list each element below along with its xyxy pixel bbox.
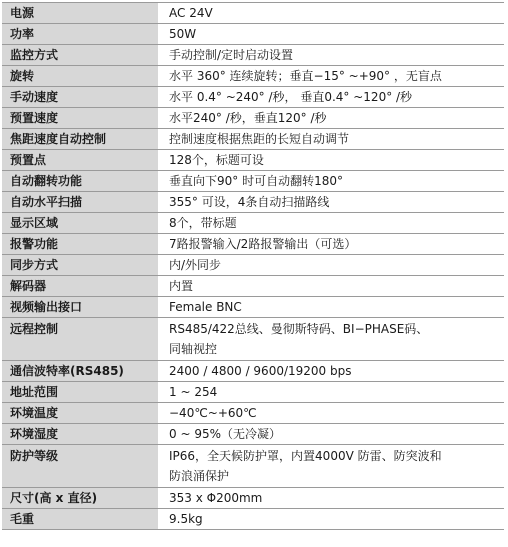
- spec-value: 353 x Φ200mm: [158, 488, 504, 509]
- spec-row-decoder: [2, 276, 504, 297]
- spec-value-line-1: IP66，全天候防护罩，内置4000V 防雷、防突波和: [169, 449, 442, 463]
- spec-row-preset-speed: [2, 108, 504, 129]
- spec-label: 报警功能: [2, 234, 158, 255]
- spec-row-auto-scan: [2, 192, 504, 213]
- spec-value: [158, 445, 504, 488]
- spec-table: [2, 2, 504, 530]
- spec-label: 同步方式: [2, 255, 158, 276]
- spec-value: 128个，标题可设: [158, 150, 504, 171]
- spec-value: 水平 360° 连续旋转；垂直−15° ~+90° ，无盲点: [158, 66, 504, 87]
- spec-row-rotation: [2, 66, 504, 87]
- spec-value: AC 24V: [158, 3, 504, 24]
- spec-row-sync: [2, 255, 504, 276]
- spec-label: 监控方式: [2, 45, 158, 66]
- spec-label: 旋转: [2, 66, 158, 87]
- spec-label: 解码器: [2, 276, 158, 297]
- spec-value: 355° 可设，4条自动扫描路线: [158, 192, 504, 213]
- spec-value: 内置: [158, 276, 504, 297]
- spec-value: 8个，带标题: [158, 213, 504, 234]
- spec-row-humidity: [2, 424, 504, 445]
- spec-value: 2400 / 4800 / 9600/19200 bps: [158, 361, 504, 382]
- spec-label: 远程控制: [2, 318, 158, 361]
- spec-value: Female BNC: [158, 297, 504, 318]
- spec-value: 水平240° /秒，垂直120° /秒: [158, 108, 504, 129]
- spec-label: 地址范围: [2, 382, 158, 403]
- spec-label: 电源: [2, 3, 158, 24]
- spec-label: 预置速度: [2, 108, 158, 129]
- spec-row-baud-rate: [2, 361, 504, 382]
- spec-label: 毛重: [2, 509, 158, 530]
- spec-row-monitor-mode: [2, 45, 504, 66]
- spec-value-line-1: RS485/422总线、曼彻斯特码、BI−PHASE码、: [169, 322, 429, 336]
- spec-row-focal-speed-control: [2, 129, 504, 150]
- spec-label: 环境温度: [2, 403, 158, 424]
- spec-value: 垂直向下90° 时可自动翻转180°: [158, 171, 504, 192]
- spec-value: 内/外同步: [158, 255, 504, 276]
- spec-row-remote-control: [2, 318, 504, 361]
- spec-value: 0 ~ 95%（无冷凝）: [158, 424, 504, 445]
- spec-value: 50W: [158, 24, 504, 45]
- spec-row-manual-speed: [2, 87, 504, 108]
- spec-row-power-supply: [2, 3, 504, 24]
- spec-row-address-range: [2, 382, 504, 403]
- spec-value: −40℃~+60℃: [158, 403, 504, 424]
- spec-row-dimensions: [2, 488, 504, 509]
- spec-row-temperature: [2, 403, 504, 424]
- spec-value-line-2: 同轴视控: [169, 342, 218, 356]
- spec-label: 自动翻转功能: [2, 171, 158, 192]
- spec-label: 预置点: [2, 150, 158, 171]
- spec-value: 1 ~ 254: [158, 382, 504, 403]
- spec-label: 手动速度: [2, 87, 158, 108]
- spec-label: 尺寸(高 x 直径): [2, 488, 158, 509]
- spec-label: 功率: [2, 24, 158, 45]
- spec-value: [158, 318, 504, 361]
- spec-label: 显示区域: [2, 213, 158, 234]
- spec-row-presets: [2, 150, 504, 171]
- spec-label: 环境湿度: [2, 424, 158, 445]
- spec-value: 手动控制/定时启动设置: [158, 45, 504, 66]
- spec-value: 水平 0.4° ~240° /秒， 垂直0.4° ~120° /秒: [158, 87, 504, 108]
- spec-row-gross-weight: [2, 509, 504, 530]
- spec-label: 焦距速度自动控制: [2, 129, 158, 150]
- spec-value: 7路报警输入/2路报警输出（可选）: [158, 234, 504, 255]
- spec-value: 9.5kg: [158, 509, 504, 530]
- spec-row-power: [2, 24, 504, 45]
- spec-row-auto-flip: [2, 171, 504, 192]
- spec-row-protection: [2, 445, 504, 488]
- spec-label: 视频输出接口: [2, 297, 158, 318]
- spec-label: 通信波特率(RS485): [2, 361, 158, 382]
- spec-label: 防护等级: [2, 445, 158, 488]
- spec-value: 控制速度根据焦距的长短自动调节: [158, 129, 504, 150]
- spec-label: 自动水平扫描: [2, 192, 158, 213]
- spec-value-line-2: 防浪涌保护: [169, 469, 230, 483]
- spec-row-alarm: [2, 234, 504, 255]
- spec-row-display-areas: [2, 213, 504, 234]
- spec-row-video-output: [2, 297, 504, 318]
